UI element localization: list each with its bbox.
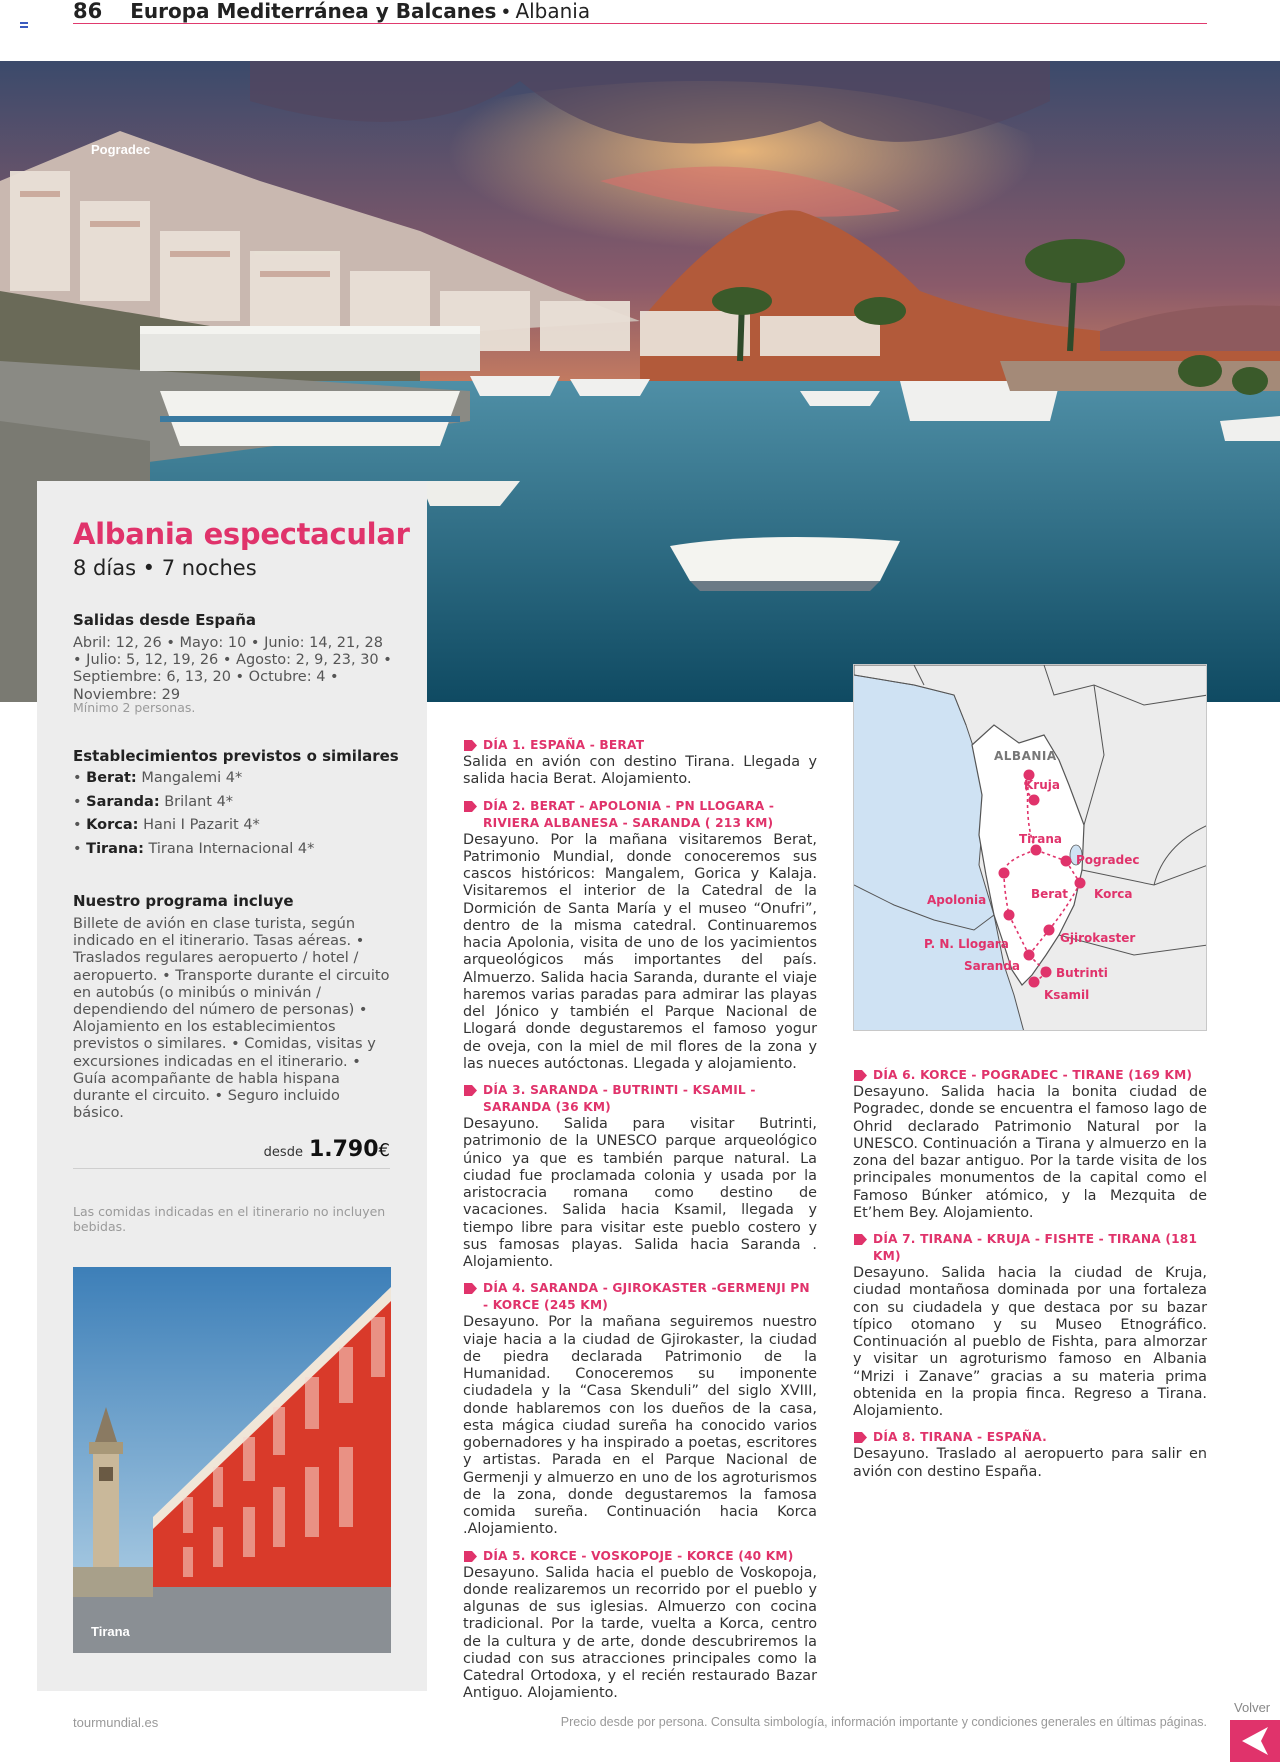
trip-duration: 8 días • 7 noches (73, 556, 257, 580)
map-label-ksamil: Ksamil (1044, 988, 1090, 1002)
hotel-item (73, 841, 393, 865)
day-text: Desayuno. Por la mañana visitaremos Berat, Patrimonio Mundial, donde conoceremos sus cascos históricos: Mangalem, Gorica y Kalaja. Visitaremos el interior de la Catedral de la Dormición de Santa María y el museo “Onufri”, dentro de la misma catedral. Continuaremos hacia Apolonia, visita de uno de los yacimientos arqueológicos más importantes del país. Almuerzo. Salida hacia Saranda, durante el viaje haremos varias paradas para admirar las playas del Jónico y también el Parque Nacional de Llogará donde degustaremos el famoso yogur de oveja, con la miel de mil flores de la zona y las nueces autóctonas. Llegada y alojamiento. (463, 831, 817, 1072)
bullet: • (73, 817, 82, 833)
map-label-berat: Berat (1031, 887, 1069, 901)
price-value: 1.790 (308, 1137, 379, 1162)
map-label-pogradec: Pogradec (1076, 853, 1140, 867)
day-marker-icon (854, 1432, 867, 1443)
map-label-llogara: P. N. Llogara (924, 937, 1009, 951)
map-label-apolonia: Apolonia (927, 893, 987, 907)
header-separator: • (502, 1, 510, 23)
day-text: Desayuno. Salida hacia la ciudad de Kruja, ciudad montañosa dominada por una fortaleza con su ciudadela y que destaca por su bazar típico otomano y su Museo Etnográfico. Continuación al pueblo de Fishta, para almorzar y visitar un agroturismo famoso en Albania “Mrizi i Zanave” gracias a su materia prima obtenida en la propia finca. Regreso a Tirana. Alojamiento. (853, 1265, 1207, 1419)
price-label: desde (263, 1145, 303, 1160)
map-label-kruja: Kruja (1024, 778, 1060, 792)
map-label-butrinti: Butrinti (1056, 966, 1108, 980)
map-label-korca: Korca (1094, 887, 1133, 901)
footer-disclaimer: Precio desde por persona. Consulta simbología, información importante y condiciones generales en últimas páginas. (560, 1715, 1207, 1729)
itinerary-day (463, 1280, 817, 1538)
hotel-name: Tirana Internacional 4* (148, 840, 315, 857)
day-title: DÍA 5. KORCE - VOSKOPOJE - KORCE (40 KM) (483, 1548, 794, 1563)
departures-heading: Salidas desde España (73, 611, 257, 629)
hotels-list (73, 770, 393, 864)
map-country-label: ALBANIA (994, 749, 1057, 763)
day-text: Desayuno. Por la mañana seguiremos nuestro viaje hacia a la ciudad de Gjirokaster, la ciudad de piedra declarada Patrimonio de la Humanidad. Conoceremos su imponente ciudadela y la “Casa Skenduli” del siglo XVIII, donde hablaremos con los dueños de la casa, esta mágica ciudad sureña ha conocido varios gobernadores y ha inspirado a poetas, escritores y artistas. Parada en el Parque Nacional de Germenji y almuerzo en uno de los agroturismos de la zona, donde degustaremos la famosa comida sureña. Continuación hacia Korca .Alojamiento. (463, 1314, 817, 1538)
hero-caption: Pogradec (91, 142, 151, 157)
day-title: DÍA 6. KORCE - POGRADEC - TIRANE (169 KM) (873, 1068, 1193, 1082)
hotel-item (73, 817, 393, 841)
day-text: Desayuno. Salida hacia la bonita ciudad de Pogradec, donde se encuentra el famoso lago de Ohrid declarado Patrimonio Natural por la UNESCO. Continuación a Tirana y almuerzo en la zona del bazar antiguo. Por la tarde visita de los principales monumentos de la capital como el Famoso Búnker atómico, y la Mezquita de Et’hem Bey. Alojamiento. (853, 1084, 1207, 1221)
map-label-tirana: Tirana (1019, 832, 1062, 846)
section-title: Europa Mediterránea y Balcanes (130, 0, 497, 23)
bullet: • (73, 793, 82, 810)
day-title: DÍA 8. TIRANA - ESPAÑA. (873, 1430, 1047, 1445)
country-title: Albania (515, 0, 591, 23)
day-text: Desayuno. Salida hacia el pueblo de Voskopoja, donde realizaremos un recorrido por el pueblo y algunas de sus iglesias. Almuerzo con cocina tradicional. Por la tarde, vuelta a Korca, centro de la cultura y de arte, donde descubriremos la ciudad con sus atracciones principales como la Catedral Ortodoxa, y el recién restaurado Bazar Antiguo. Alojamiento. (463, 1564, 817, 1702)
day-marker-icon (854, 1070, 867, 1081)
tirana-photo (73, 1267, 391, 1653)
itinerary-day (463, 798, 817, 1074)
hotel-city: Tirana: (86, 840, 144, 857)
photo-caption: Tirana (91, 1624, 130, 1639)
footer-site-link[interactable]: tourmundial.es (73, 1715, 159, 1730)
itinerary-day (463, 1082, 817, 1271)
hotel-name: Brilant 4* (164, 793, 234, 810)
day-marker-icon (854, 1234, 867, 1245)
day-marker-icon (464, 1551, 477, 1562)
itinerary-day (463, 737, 817, 789)
hotel-city: Korca: (86, 817, 139, 833)
hotel-name: Mangalemi 4* (141, 770, 243, 786)
includes-text: Billete de avión en clase turista, según indicado en el itinerario. Tasas aéreas. • Traslados regulares aeropuerto / hotel / aeropuerto. • Transporte durante el circuito en autobús (o minibús o miniván / dependiendo del número de personas) • Alojamiento en los establecimientos previstos o similares. • Comidas, visitas y excursiones indicadas en el itinerario. • Guía acompañante de habla hispana durante el circuito. • Seguro incluido básico. (73, 916, 390, 1122)
itinerary-column-1 (463, 737, 817, 1712)
day-text: Desayuno. Salida para visitar Butrinti, patrimonio de la UNESCO parque arqueológico único ya que es también parque natural. La ciudad fue proclamada colonia y usada por la aristocracia romana como destino de vacaciones. Salida hacia Ksamil, llegada y tiempo libre para visitar este pueblo costero y sus famosas playas. Salida hacia Saranda . Alojamiento. (463, 1116, 817, 1270)
day-title: DÍA 1. ESPAÑA - BERAT (483, 738, 645, 752)
language-flag-icon (20, 22, 28, 28)
hotel-city: Saranda: (86, 793, 160, 810)
meals-note: Las comidas indicadas en el itinerario no incluyen bebidas. (73, 1204, 386, 1234)
itinerary-day (853, 1231, 1207, 1420)
departures-dates: Abril: 12, 26 • Mayo: 10 • Junio: 14, 21, 28 • Julio: 5, 12, 19, 26 • Agosto: 2, 9, 23, 30 • Septiembre: 6, 13, 20 • Octubre: 4 • Noviembre: 29 (73, 635, 392, 703)
day-marker-icon (464, 1085, 477, 1096)
back-button[interactable] (1230, 1720, 1280, 1762)
itinerary-column-2 (853, 1067, 1207, 1490)
hotels-heading: Establecimientos previstos o similares (73, 747, 399, 765)
day-marker-icon (464, 801, 477, 812)
bullet: • (73, 770, 82, 786)
hotel-item (73, 794, 393, 818)
hotel-name: Hani I Pazarit 4* (143, 817, 260, 833)
minimum-persons-note: Mínimo 2 personas. (73, 700, 196, 715)
day-title: DÍA 4. SARANDA - GJIROKASTER -GERMENJI PN - KORCE (245 KM) (483, 1281, 810, 1313)
itinerary-day (853, 1429, 1207, 1481)
day-marker-icon (464, 740, 477, 751)
price-currency: € (378, 1140, 390, 1161)
day-title: DÍA 2. BERAT - APOLONIA - PN LLOGARA - RIVIERA ALBANESA - SARANDA ( 213 KM) (483, 798, 775, 830)
back-arrow-icon (1230, 1720, 1280, 1762)
day-title: DÍA 7. TIRANA - KRUJA - FISHTE - TIRANA (181 KM) (873, 1232, 1198, 1263)
route-map (853, 664, 1207, 1031)
itinerary-day (853, 1067, 1207, 1222)
hotel-city: Berat: (86, 770, 137, 786)
page-number: 86 (73, 0, 103, 23)
back-label[interactable]: Volver (1234, 1700, 1271, 1715)
trip-info-card (37, 481, 427, 1691)
day-text: Salida en avión con destino Tirana. Llegada y salida hacia Berat. Alojamiento. (463, 754, 817, 788)
hotel-item (73, 770, 393, 794)
day-text: Desayuno. Traslado al aeropuerto para salir en avión con destino España. (853, 1446, 1207, 1480)
day-marker-icon (464, 1283, 477, 1294)
includes-heading: Nuestro programa incluye (73, 892, 294, 910)
bullet: • (73, 840, 82, 857)
itinerary-day (463, 1548, 817, 1703)
trip-title: Albania espectacular (73, 517, 410, 551)
map-label-gjirokaster: Gjirokaster (1060, 931, 1136, 945)
page-header (73, 0, 1207, 24)
day-title: DÍA 3. SARANDA - BUTRINTI - KSAMIL - SARANDA (36 KM) (483, 1083, 756, 1114)
map-label-saranda: Saranda (964, 959, 1020, 973)
price-row (73, 1137, 390, 1169)
